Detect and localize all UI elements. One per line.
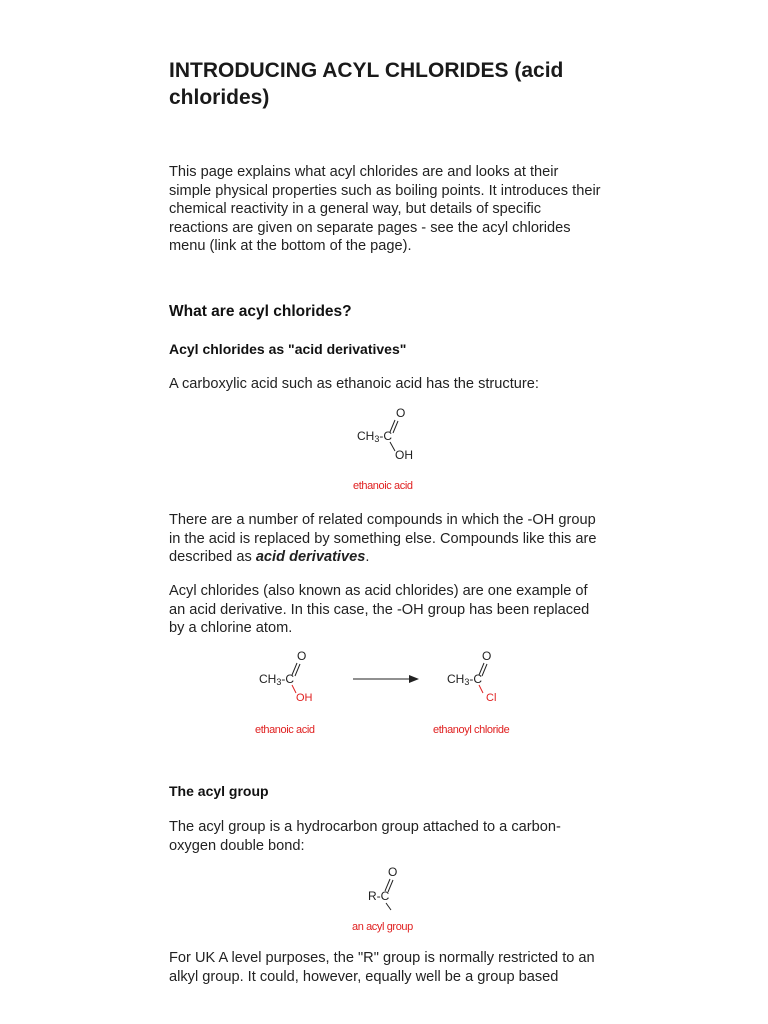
r-c-label: R-C [368,889,390,903]
arrow-svg [353,672,423,686]
paragraph-acid-derivatives: There are a number of related compounds in which the -OH group in the acid is replaced by something else. Compounds like this are described as acid derivatives. [169,512,597,565]
intro-paragraph: This page explains what acyl chlorides are and looks at their simple physical properties such as boiling points. It introduces their chemical reactivity in a general way, but details of specific reactions are given on separate pages - see the acyl chlorides menu (link at the bottom of the page). [169,164,601,254]
caption-ethanoyl-chloride: ethanoyl chloride [433,724,510,736]
paragraph-acyl-chloride-definition: Acyl chlorides (also known as acid chlorides) are one example of an acid derivative. In this case, the -OH group has been replaced by a chlorine atom. [169,583,590,636]
structure-svg [357,405,437,465]
structure-svg-right [447,646,527,706]
chlorine-label: Cl [486,692,497,704]
oxygen-label: O [482,649,492,663]
structure-svg-acyl [368,864,428,914]
oxygen-label: O [297,649,307,663]
paragraph-acyl-group: The acyl group is a hydrocarbon group attached to a carbon-oxygen double bond: [169,819,561,854]
paragraph-r-group: For UK A level purposes, the "R" group is normally restricted to an alkyl group. It could, however, equally well be a group based [169,950,595,985]
reaction-arrow [353,672,423,686]
page-title: INTRODUCING ACYL CHLORIDES (acid chlorides) [169,59,564,109]
ch3-group: CH3-C [357,429,393,444]
subheading-acyl-group: The acyl group [169,783,269,799]
acid-derivatives-emphasis: acid derivatives [255,549,366,565]
oxygen-label: O [396,406,406,420]
hydroxyl-label: OH [395,448,413,462]
ethanoic-acid-structure [357,405,437,465]
oxygen-label: O [388,865,398,879]
paragraph-carboxylic-acid: A carboxylic acid such as ethanoic acid has the structure: [169,376,539,392]
caption-ethanoic-acid: ethanoic acid [353,480,413,492]
subheading-acid-derivatives: Acyl chlorides as "acid derivatives" [169,341,407,357]
section-heading-what-are: What are acyl chlorides? [169,303,352,320]
arrow-head [409,675,419,683]
single-bond-line [479,685,483,693]
open-bond-line [386,903,391,910]
acyl-group-structure [368,864,428,914]
caption-acyl-group: an acyl group [352,921,413,933]
caption-ethanoic-acid-left: ethanoic acid [255,724,315,736]
ch3-group: CH3-C [447,672,483,687]
ethanoic-acid-structure-left [259,646,339,706]
ch3-group: CH3-C [259,672,295,687]
hydroxyl-label: OH [296,692,313,704]
ethanoyl-chloride-structure [447,646,527,706]
structure-svg-left [259,646,339,706]
